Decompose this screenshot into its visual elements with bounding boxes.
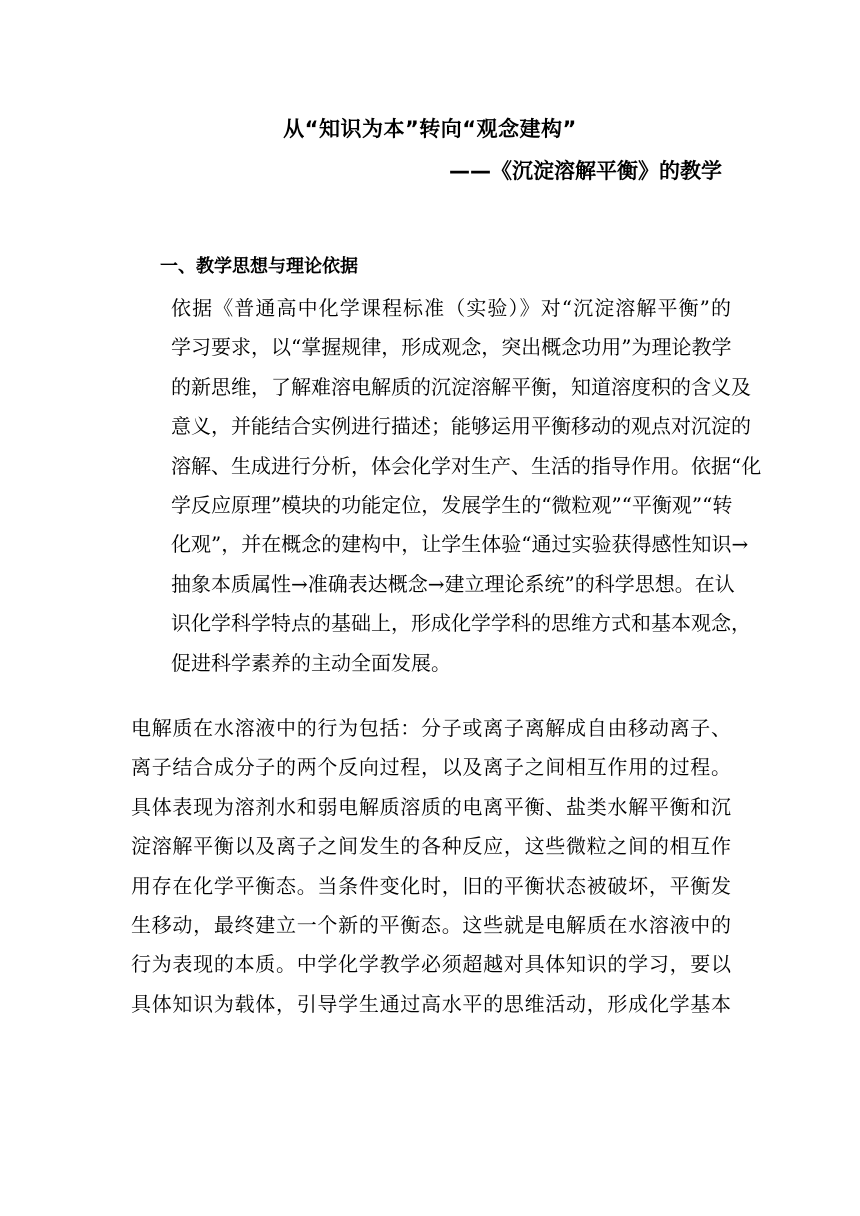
paragraph-line: 具体表现为溶剂水和弱电解质溶质的电离平衡、盐类水解平衡和沉 <box>131 794 731 819</box>
paragraph-line: 用存在化学平衡态。当条件变化时，旧的平衡状态被破坏，平衡发 <box>131 873 731 898</box>
paragraph-line: 电解质在水溶液中的行为包括：分子或离子离解成自由移动离子、 <box>131 716 731 740</box>
paragraph-line: 意义，并能结合实例进行描述；能够运用平衡移动的观点对沉淀的 <box>171 414 751 439</box>
paragraph-line: 溶解、生成进行分析，体会化学对生产、生活的指导作用。依据“化 <box>171 453 762 478</box>
paragraph-line: 化观”，并在概念的建构中，让学生体验“通过实验获得感性知识→ <box>171 532 749 557</box>
paragraph-line: 离子结合成分子的两个反向过程，以及离子之间相互作用的过程。 <box>131 755 731 780</box>
paragraph-line: 识化学科学特点的基础上，形成化学学科的思维方式和基本观念， <box>171 611 751 636</box>
section-heading: 一、教学思想与理论依据 <box>160 256 358 277</box>
paragraph-line: 生移动，最终建立一个新的平衡态。这些就是电解质在水溶液中的 <box>131 913 731 938</box>
paragraph-line: 的新思维，了解难溶电解质的沉淀溶解平衡，知道溶度积的含义及 <box>171 374 751 399</box>
paragraph-line: 淀溶解平衡以及离子之间发生的各种反应，这些微粒之间的相互作 <box>131 834 731 859</box>
paragraph-line: 行为表现的本质。中学化学教学必须超越对具体知识的学习，要以 <box>131 952 731 977</box>
paragraph-line: 抽象本质属性→准确表达概念→建立理论系统”的科学思想。在认 <box>171 571 735 596</box>
paragraph-line: 促进科学素养的主动全面发展。 <box>171 650 451 675</box>
paragraph-line: 学习要求，以“掌握规律，形成观念，突出概念功用”为理论教学 <box>171 335 732 360</box>
paragraph-2 <box>131 709 731 1024</box>
paragraph-line: 具体知识为载体，引导学生通过高水平的思维活动，形成化学基本 <box>131 991 731 1016</box>
document-title: 从“知识为本”转向“观念建构” <box>283 117 577 141</box>
paragraph-1 <box>131 289 762 683</box>
paragraph-line: 依据《普通高中化学课程标准（实验）》对“沉淀溶解平衡”的 <box>171 296 731 320</box>
document-subtitle: ——《沉淀溶解平衡》的教学 <box>449 159 722 183</box>
paragraph-line: 学反应原理”模块的功能定位，发展学生的“微粒观”“平衡观”“转 <box>171 493 733 518</box>
